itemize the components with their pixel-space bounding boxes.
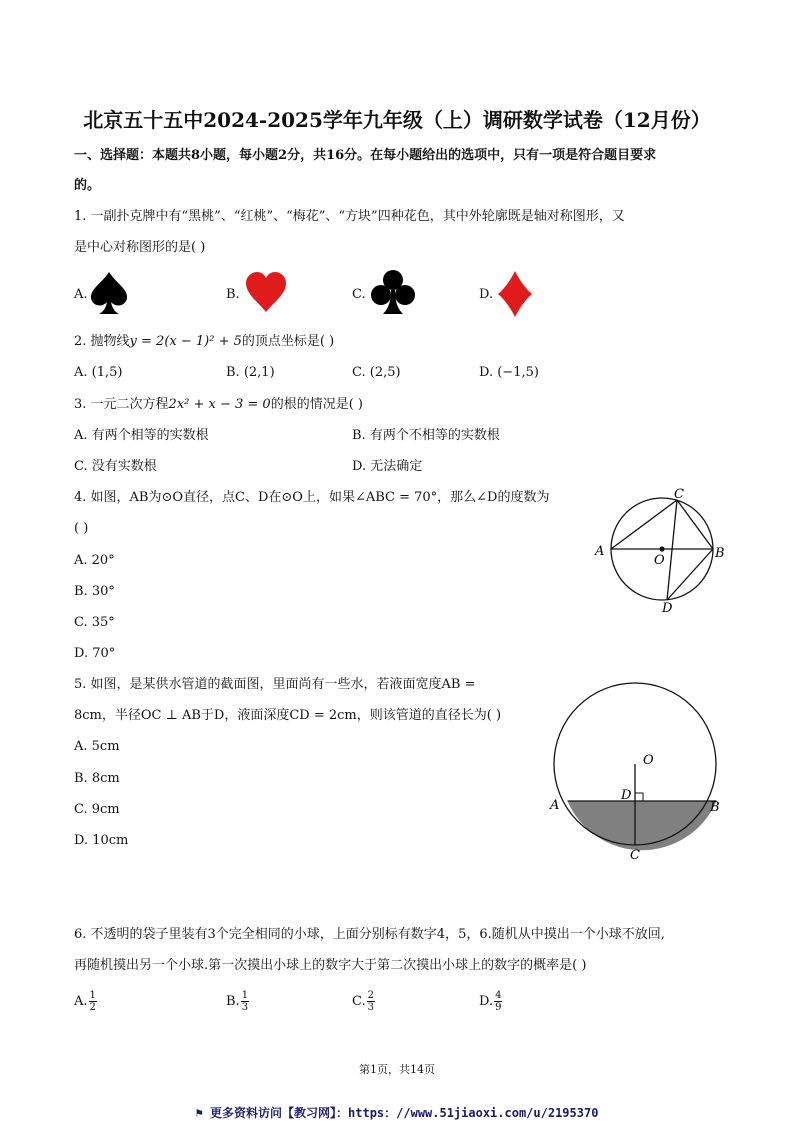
q3-option-d: D. 无法确定 — [352, 459, 423, 474]
q6-option-a-label: A. — [74, 994, 88, 1009]
q6-option-a-numerator: 1 — [89, 990, 96, 1001]
q1-option-d-label: D. — [479, 287, 494, 302]
q6-option-c-denominator: 3 — [367, 1002, 374, 1013]
q6-option-a-denominator: 2 — [89, 1002, 96, 1013]
q6-stem-line1: 6. 不透明的袋子里装有3个完全相同的小球，上面分别标有数字4，5，6.随机从中摸出一个小球不放回, — [74, 927, 665, 942]
q5-option-c: C. 9cm — [74, 802, 120, 817]
q4-label-d: D — [662, 601, 673, 614]
diamond-icon — [497, 270, 533, 318]
q4-center-dot — [659, 546, 664, 551]
q5-label-c: C — [630, 848, 640, 863]
q4-chord-ac — [611, 500, 677, 549]
q3-option-a: A. 有两个相等的实数根 — [74, 428, 209, 443]
q1-option-a-label: A. — [74, 287, 88, 302]
page-number-footer: 第1页，共14页 — [359, 1063, 435, 1076]
q4-label-a: A — [595, 544, 605, 559]
q6-option-d-denominator: 9 — [495, 1002, 502, 1013]
q6-option-b-fraction — [241, 990, 249, 1013]
q5-stem-line2: 8cm，半径OC ⊥ AB于D，液面深度CD = 2cm，则该管道的直径长为( ) — [74, 708, 502, 723]
q6-option-a-fraction — [89, 990, 97, 1013]
q5-label-b: B — [710, 800, 720, 815]
q4-option-c: C. 35° — [74, 615, 115, 630]
q1-option-c-label: C. — [352, 287, 366, 302]
q2-formula: y = 2(x − 1)² + 5 — [129, 334, 242, 349]
q4-chord-cb — [677, 500, 713, 549]
q1-option-b-label: B. — [226, 287, 240, 302]
q3-formula: 2x² + x − 3 = 0 — [168, 397, 271, 412]
q6-option-d-fraction — [494, 990, 502, 1013]
q6-option-c-fraction — [367, 990, 375, 1013]
q6-option-b-label: B. — [226, 994, 240, 1009]
q5-label-d: D — [621, 788, 632, 803]
q3-stem-post: 的根的情况是( ) — [270, 397, 363, 412]
q5-option-d: D. 10cm — [74, 833, 129, 848]
q1-stem-line1: 1. 一副扑克牌中有“黑桃”、“红桃”、“梅花”、“方块”四种花色，其中外轮廓既是轴对称图形，又 — [74, 209, 625, 224]
q5-option-b: B. 8cm — [74, 771, 120, 786]
promo-text: 更多资料访问【教习网】：https：//www.51jiaoxi.com/u/2195370 — [210, 1106, 599, 1120]
q2-option-d: D. (−1,5) — [479, 365, 539, 380]
q6-option-b — [226, 990, 249, 1013]
q2-option-c: C. (2,5) — [352, 365, 401, 380]
q4-chord-cd — [667, 500, 677, 600]
q6-option-a — [74, 990, 97, 1013]
q6-option-c — [352, 990, 375, 1013]
q3-option-b: B. 有两个不相等的实数根 — [352, 428, 500, 443]
q4-option-b: B. 30° — [74, 584, 115, 599]
q6-option-b-denominator: 3 — [241, 1002, 249, 1013]
q2-stem-post: 的顶点坐标是( ) — [241, 334, 335, 349]
q6-option-d-label: D. — [479, 994, 494, 1009]
heart-icon — [244, 270, 288, 314]
section-heading-line1: 一、选择题：本题共8小题，每小题2分，共16分。在每小题给出的选项中，只有一项是符合题目要求 — [74, 148, 657, 163]
q4-stem-line2: ( ) — [74, 521, 89, 536]
q1-stem-line2: 是中心对称图形的是( ) — [74, 240, 206, 255]
spade-icon — [88, 270, 130, 316]
q3-option-c: C. 没有实数根 — [74, 459, 157, 474]
q5-right-angle-mark — [635, 793, 643, 801]
q5-label-a: A — [550, 798, 560, 813]
q4-label-o: O — [654, 553, 665, 568]
q6-option-d — [479, 990, 502, 1013]
q3-stem-pre: 3. 一元二次方程 — [74, 397, 169, 412]
q5-option-a: A. 5cm — [74, 739, 120, 754]
q5-label-o: O — [643, 753, 654, 768]
q6-option-d-numerator: 4 — [495, 990, 502, 1001]
q3-stem — [74, 396, 363, 414]
q5-water — [568, 801, 717, 850]
page-title: 北京五十五中2024-2025学年九年级（上）调研数学试卷（12月份） — [83, 108, 711, 132]
q4-circle-figure — [590, 484, 735, 614]
q2-stem — [74, 333, 334, 351]
flag-icon: ⚑ — [195, 1106, 211, 1120]
q6-stem-line2: 再随机摸出另一个小球.第一次摸出小球上的数字大于第二次摸出小球上的数字的概率是( ) — [74, 958, 587, 973]
q6-option-b-numerator: 1 — [241, 990, 249, 1001]
q2-option-b: B. (2,1) — [226, 365, 275, 380]
q4-option-a: A. 20° — [74, 553, 115, 568]
promo-link[interactable] — [0, 1104, 794, 1121]
q2-stem-pre: 2. 抛物线 — [74, 334, 130, 349]
q4-option-d: D. 70° — [74, 646, 116, 661]
section-heading-line2: 的。 — [74, 178, 101, 193]
q6-option-c-label: C. — [352, 994, 366, 1009]
q5-stem-line1: 5. 如图，是某供水管道的截面图，里面尚有一些水，若液面宽度AB = — [74, 677, 476, 692]
q4-label-c: C — [674, 487, 684, 502]
q4-stem-line1: 4. 如图，AB为⊙O直径，点C、D在⊙O上，如果∠ABC = 70°，那么∠D的度数为 — [74, 490, 550, 505]
club-icon — [370, 268, 416, 316]
q6-option-c-numerator: 2 — [367, 990, 374, 1001]
q4-label-b: B — [715, 546, 725, 561]
q5-pipe-figure — [540, 678, 730, 864]
q2-option-a: A. (1,5) — [74, 365, 123, 380]
